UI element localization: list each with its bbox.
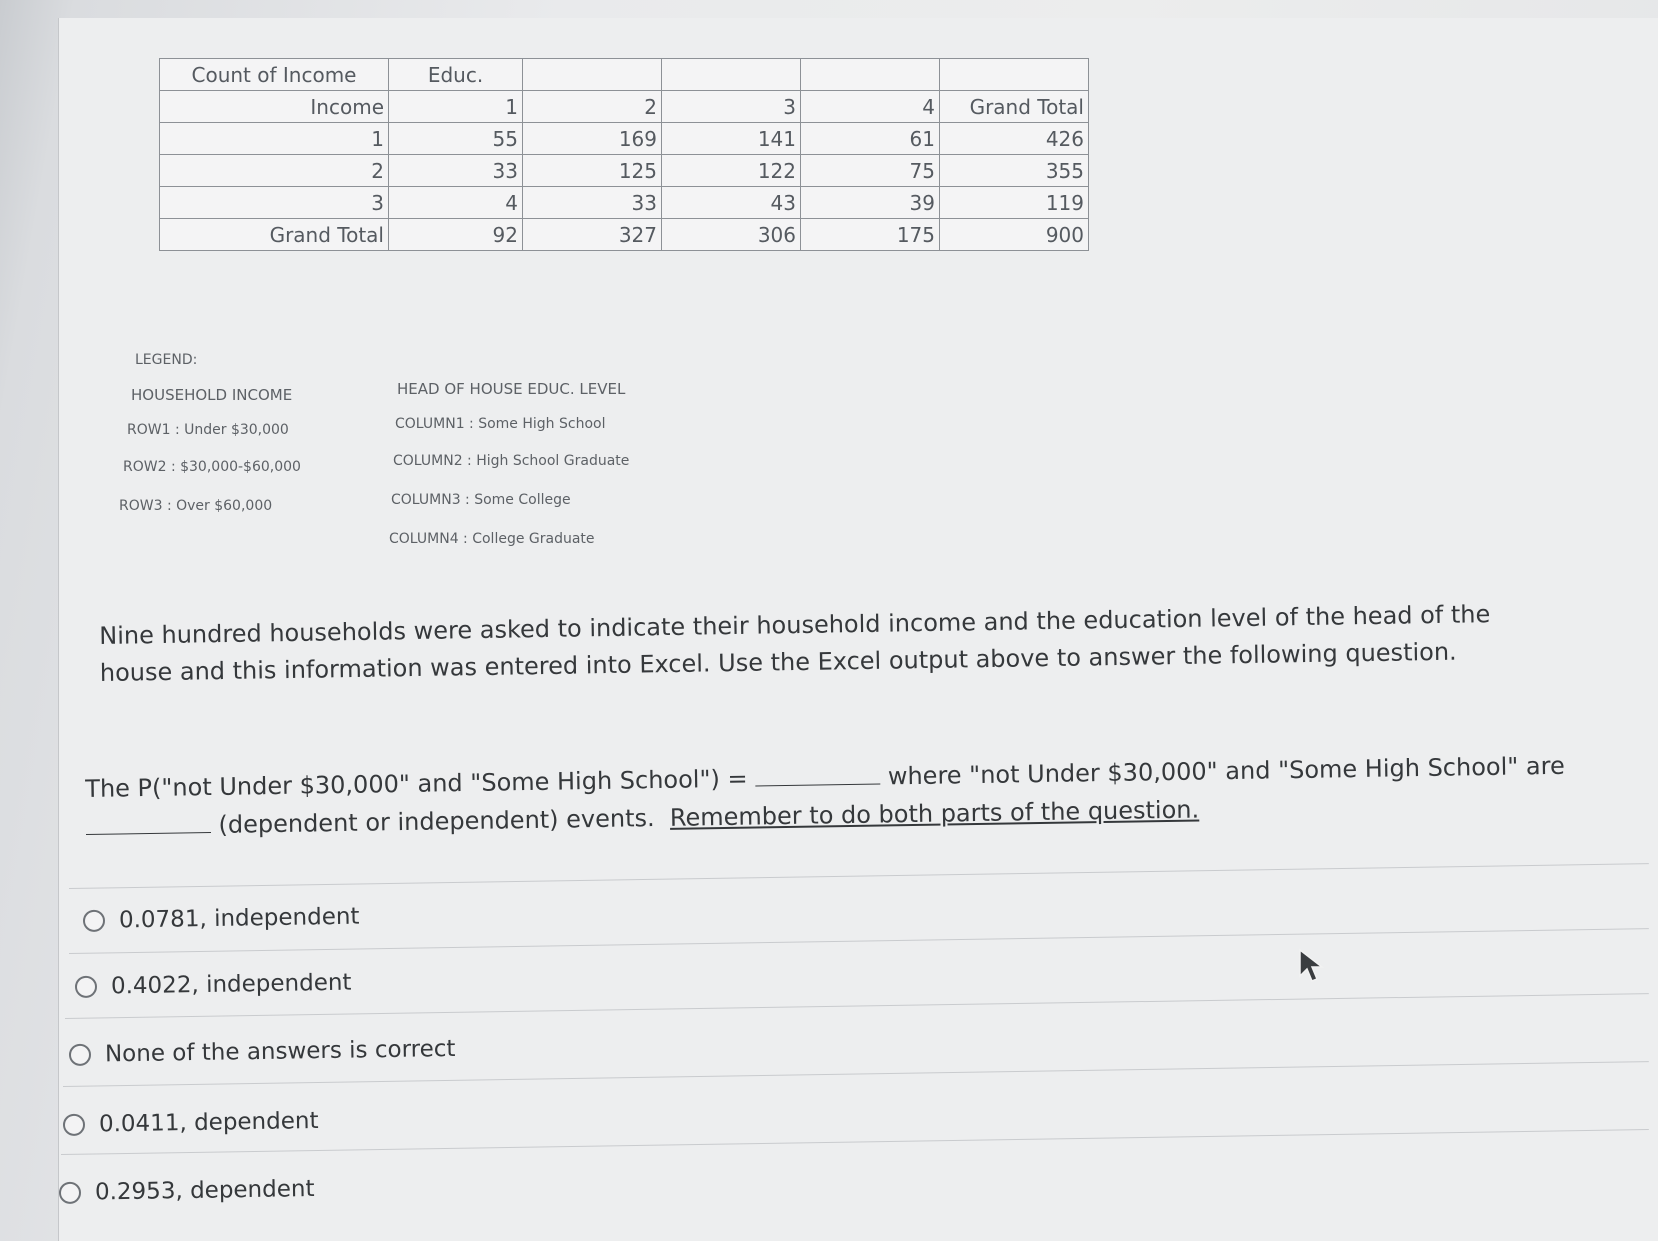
divider	[69, 928, 1649, 954]
table-row	[160, 59, 1089, 91]
table-cell: 119	[940, 187, 1089, 219]
educ-legend-col: COLUMN1 : Some High School	[395, 416, 606, 432]
row-field-label: Income	[160, 91, 389, 123]
table-cell: 306	[662, 219, 801, 251]
table-cell: 33	[523, 187, 662, 219]
question-part2: where "not Under $30,000" and "Some High School" are	[879, 751, 1565, 791]
option-1[interactable]	[83, 904, 360, 934]
question-part3: (dependent or independent) events.	[210, 804, 655, 840]
column-header: 2	[523, 91, 662, 123]
answer-blank	[86, 810, 211, 835]
table-cell: 355	[940, 155, 1089, 187]
table-cell: 4	[389, 187, 523, 219]
table-cell: 33	[389, 155, 523, 187]
table-cell: 55	[389, 123, 523, 155]
option-4[interactable]	[63, 1108, 319, 1138]
table-cell: 327	[523, 219, 662, 251]
mouse-cursor-icon	[1298, 948, 1328, 984]
column-header: 3	[662, 91, 801, 123]
radio-button[interactable]	[75, 976, 97, 998]
answer-blank	[755, 762, 880, 787]
radio-button[interactable]	[59, 1182, 81, 1204]
row-label: 3	[160, 187, 389, 219]
radio-button[interactable]	[83, 910, 105, 932]
pivot-table	[159, 58, 1089, 251]
row-label: Grand Total	[160, 219, 389, 251]
option-3[interactable]	[69, 1036, 456, 1068]
option-2[interactable]	[75, 970, 352, 1000]
table-cell: 122	[662, 155, 801, 187]
income-legend-row: ROW1 : Under $30,000	[127, 422, 289, 438]
income-legend-row: ROW3 : Over $60,000	[119, 498, 273, 514]
question-intro: Nine hundred households were asked to indicate their household income and the education level of the head of the house and this information was entered into Excel. Use the Excel output above to answer the following question.	[99, 600, 1491, 687]
option-label: None of the answers is correct	[104, 1035, 456, 1068]
table-row	[160, 123, 1089, 155]
divider	[65, 993, 1649, 1019]
column-field-label: Educ.	[389, 59, 523, 91]
option-label: 0.0411, dependent	[98, 1107, 319, 1138]
educ-legend-col: COLUMN4 : College Graduate	[389, 531, 595, 547]
table-cell: 39	[801, 187, 940, 219]
table-cell: 75	[801, 155, 940, 187]
table-cell: 426	[940, 123, 1089, 155]
radio-button[interactable]	[69, 1044, 91, 1066]
educ-legend-heading: HEAD OF HOUSE EDUC. LEVEL	[397, 380, 626, 398]
divider	[69, 863, 1649, 889]
corner-label: Count of Income	[160, 59, 389, 91]
option-5[interactable]	[59, 1176, 315, 1206]
table-cell: 175	[801, 219, 940, 251]
table-cell: 125	[523, 155, 662, 187]
row-label: 1	[160, 123, 389, 155]
table-cell: 61	[801, 123, 940, 155]
divider	[63, 1061, 1649, 1087]
table-row	[160, 155, 1089, 187]
income-legend-heading: HOUSEHOLD INCOME	[131, 386, 293, 404]
table-row	[160, 219, 1089, 251]
educ-legend-col: COLUMN3 : Some College	[391, 492, 571, 508]
table-cell: 141	[662, 123, 801, 155]
question-page	[58, 18, 1658, 1241]
reminder-text: Remember to do both parts of the question.	[669, 795, 1200, 832]
row-label: 2	[160, 155, 389, 187]
table-row	[160, 91, 1089, 123]
column-header: 1	[389, 91, 523, 123]
income-legend-row: ROW2 : $30,000-$60,000	[123, 459, 301, 475]
table-cell: 43	[662, 187, 801, 219]
option-label: 0.0781, independent	[118, 903, 360, 934]
column-header: 4	[801, 91, 940, 123]
option-label: 0.4022, independent	[110, 969, 352, 1000]
column-header: Grand Total	[940, 91, 1089, 123]
table-cell: 169	[523, 123, 662, 155]
question-prompt	[85, 746, 1586, 846]
legend-title: LEGEND:	[135, 352, 198, 368]
question-part1: The P("not Under $30,000" and "Some High School") =	[85, 764, 756, 803]
educ-legend-col: COLUMN2 : High School Graduate	[393, 453, 630, 469]
table-cell: 92	[389, 219, 523, 251]
option-label: 0.2953, dependent	[94, 1175, 315, 1206]
table-row	[160, 187, 1089, 219]
table-cell: 900	[940, 219, 1089, 251]
radio-button[interactable]	[63, 1114, 85, 1136]
